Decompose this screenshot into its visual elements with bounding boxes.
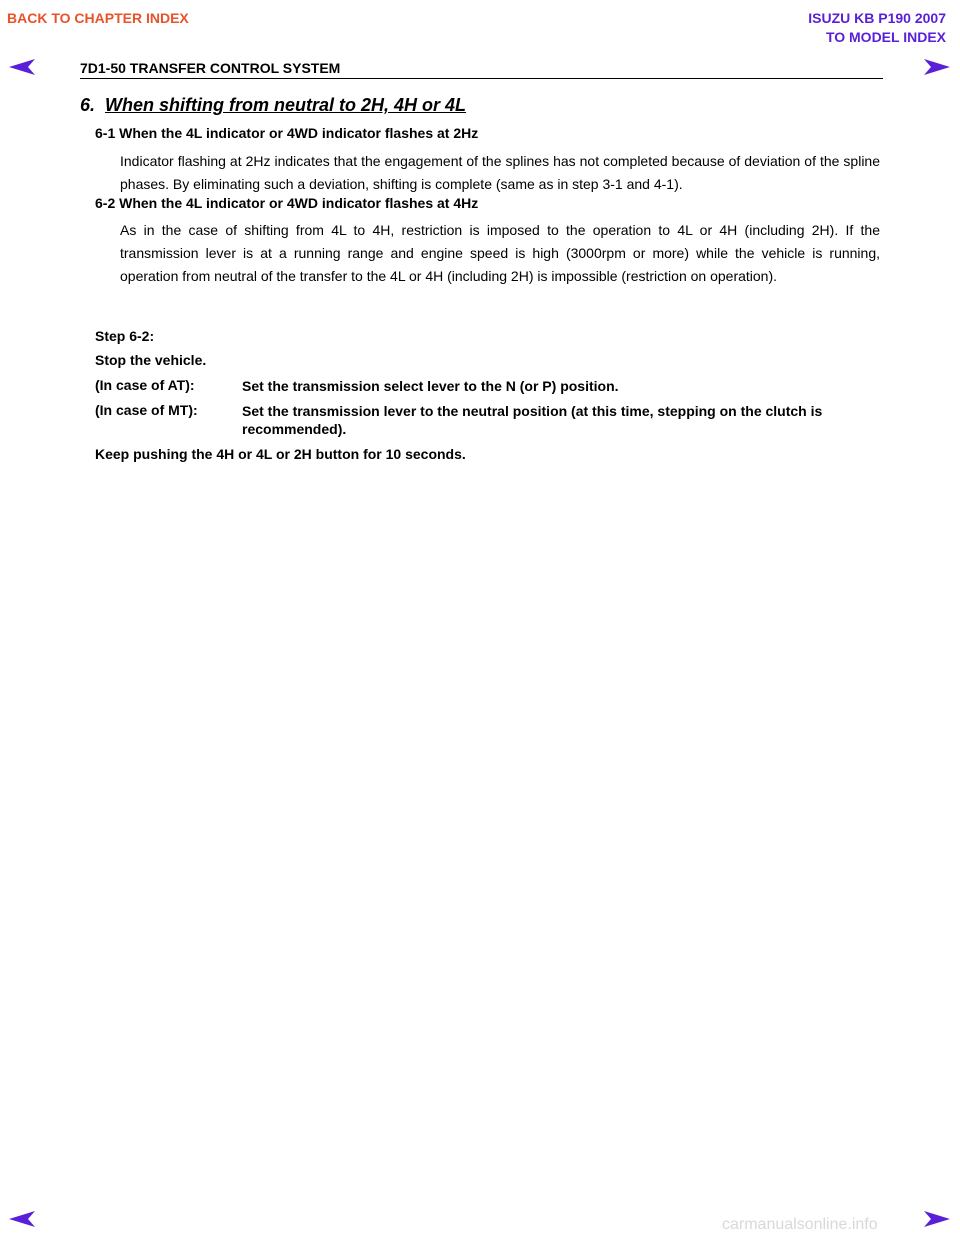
section-number: 6. — [80, 95, 96, 115]
arrow-left-icon[interactable] — [7, 1209, 37, 1229]
step-title: Step 6-2: — [95, 328, 155, 344]
case-at-label: (In case of AT): — [95, 377, 195, 393]
page-header: 7D1-50 TRANSFER CONTROL SYSTEM — [80, 60, 341, 76]
watermark: carmanualsonline.info — [722, 1216, 878, 1233]
arrow-left-icon[interactable] — [7, 57, 37, 77]
section-title-text: When shifting from neutral to 2H, 4H or 4L — [105, 95, 467, 115]
step-instruction: Stop the vehicle. — [95, 352, 207, 368]
back-to-chapter-index-link[interactable]: BACK TO CHAPTER INDEX — [7, 10, 189, 26]
subsection-heading: 6-1 When the 4L indicator or 4WD indicator flashes at 2Hz — [95, 125, 479, 141]
arrow-right-icon[interactable] — [922, 1209, 952, 1229]
section-title — [80, 95, 466, 116]
arrow-right-icon[interactable] — [922, 57, 952, 77]
subsection-heading: 6-2 When the 4L indicator or 4WD indicator flashes at 4Hz — [95, 195, 479, 211]
model-title-link[interactable]: ISUZU KB P190 2007 — [808, 10, 946, 26]
to-model-index-link[interactable]: TO MODEL INDEX — [825, 29, 946, 45]
case-mt-instruction: Set the transmission lever to the neutral position (at this time, stepping on the clutch is recommended). — [242, 403, 823, 437]
step-instruction: Keep pushing the 4H or 4L or 2H button for 10 seconds. — [95, 446, 466, 462]
header-divider — [80, 78, 883, 79]
subsection-body: Indicator flashing at 2Hz indicates that the engagement of the splines has not completed because of deviation of the spline phases. By eliminating such a deviation, shifting is complete (same as in step 3-1 and 4-1). — [120, 153, 880, 192]
subsection-body: As in the case of shifting from 4L to 4H, restriction is imposed to the operation to 4L or 4H (including 2H). If the transmission lever is at a running range and engine speed is high (3000rpm or more) while the vehicle is running, operation from neutral of the transfer to the 4L or 4H (including 2H) is impossible (restriction on operation). — [120, 222, 880, 284]
case-mt-label: (In case of MT): — [95, 402, 198, 418]
case-at-instruction: Set the transmission select lever to the N (or P) position. — [242, 378, 619, 394]
